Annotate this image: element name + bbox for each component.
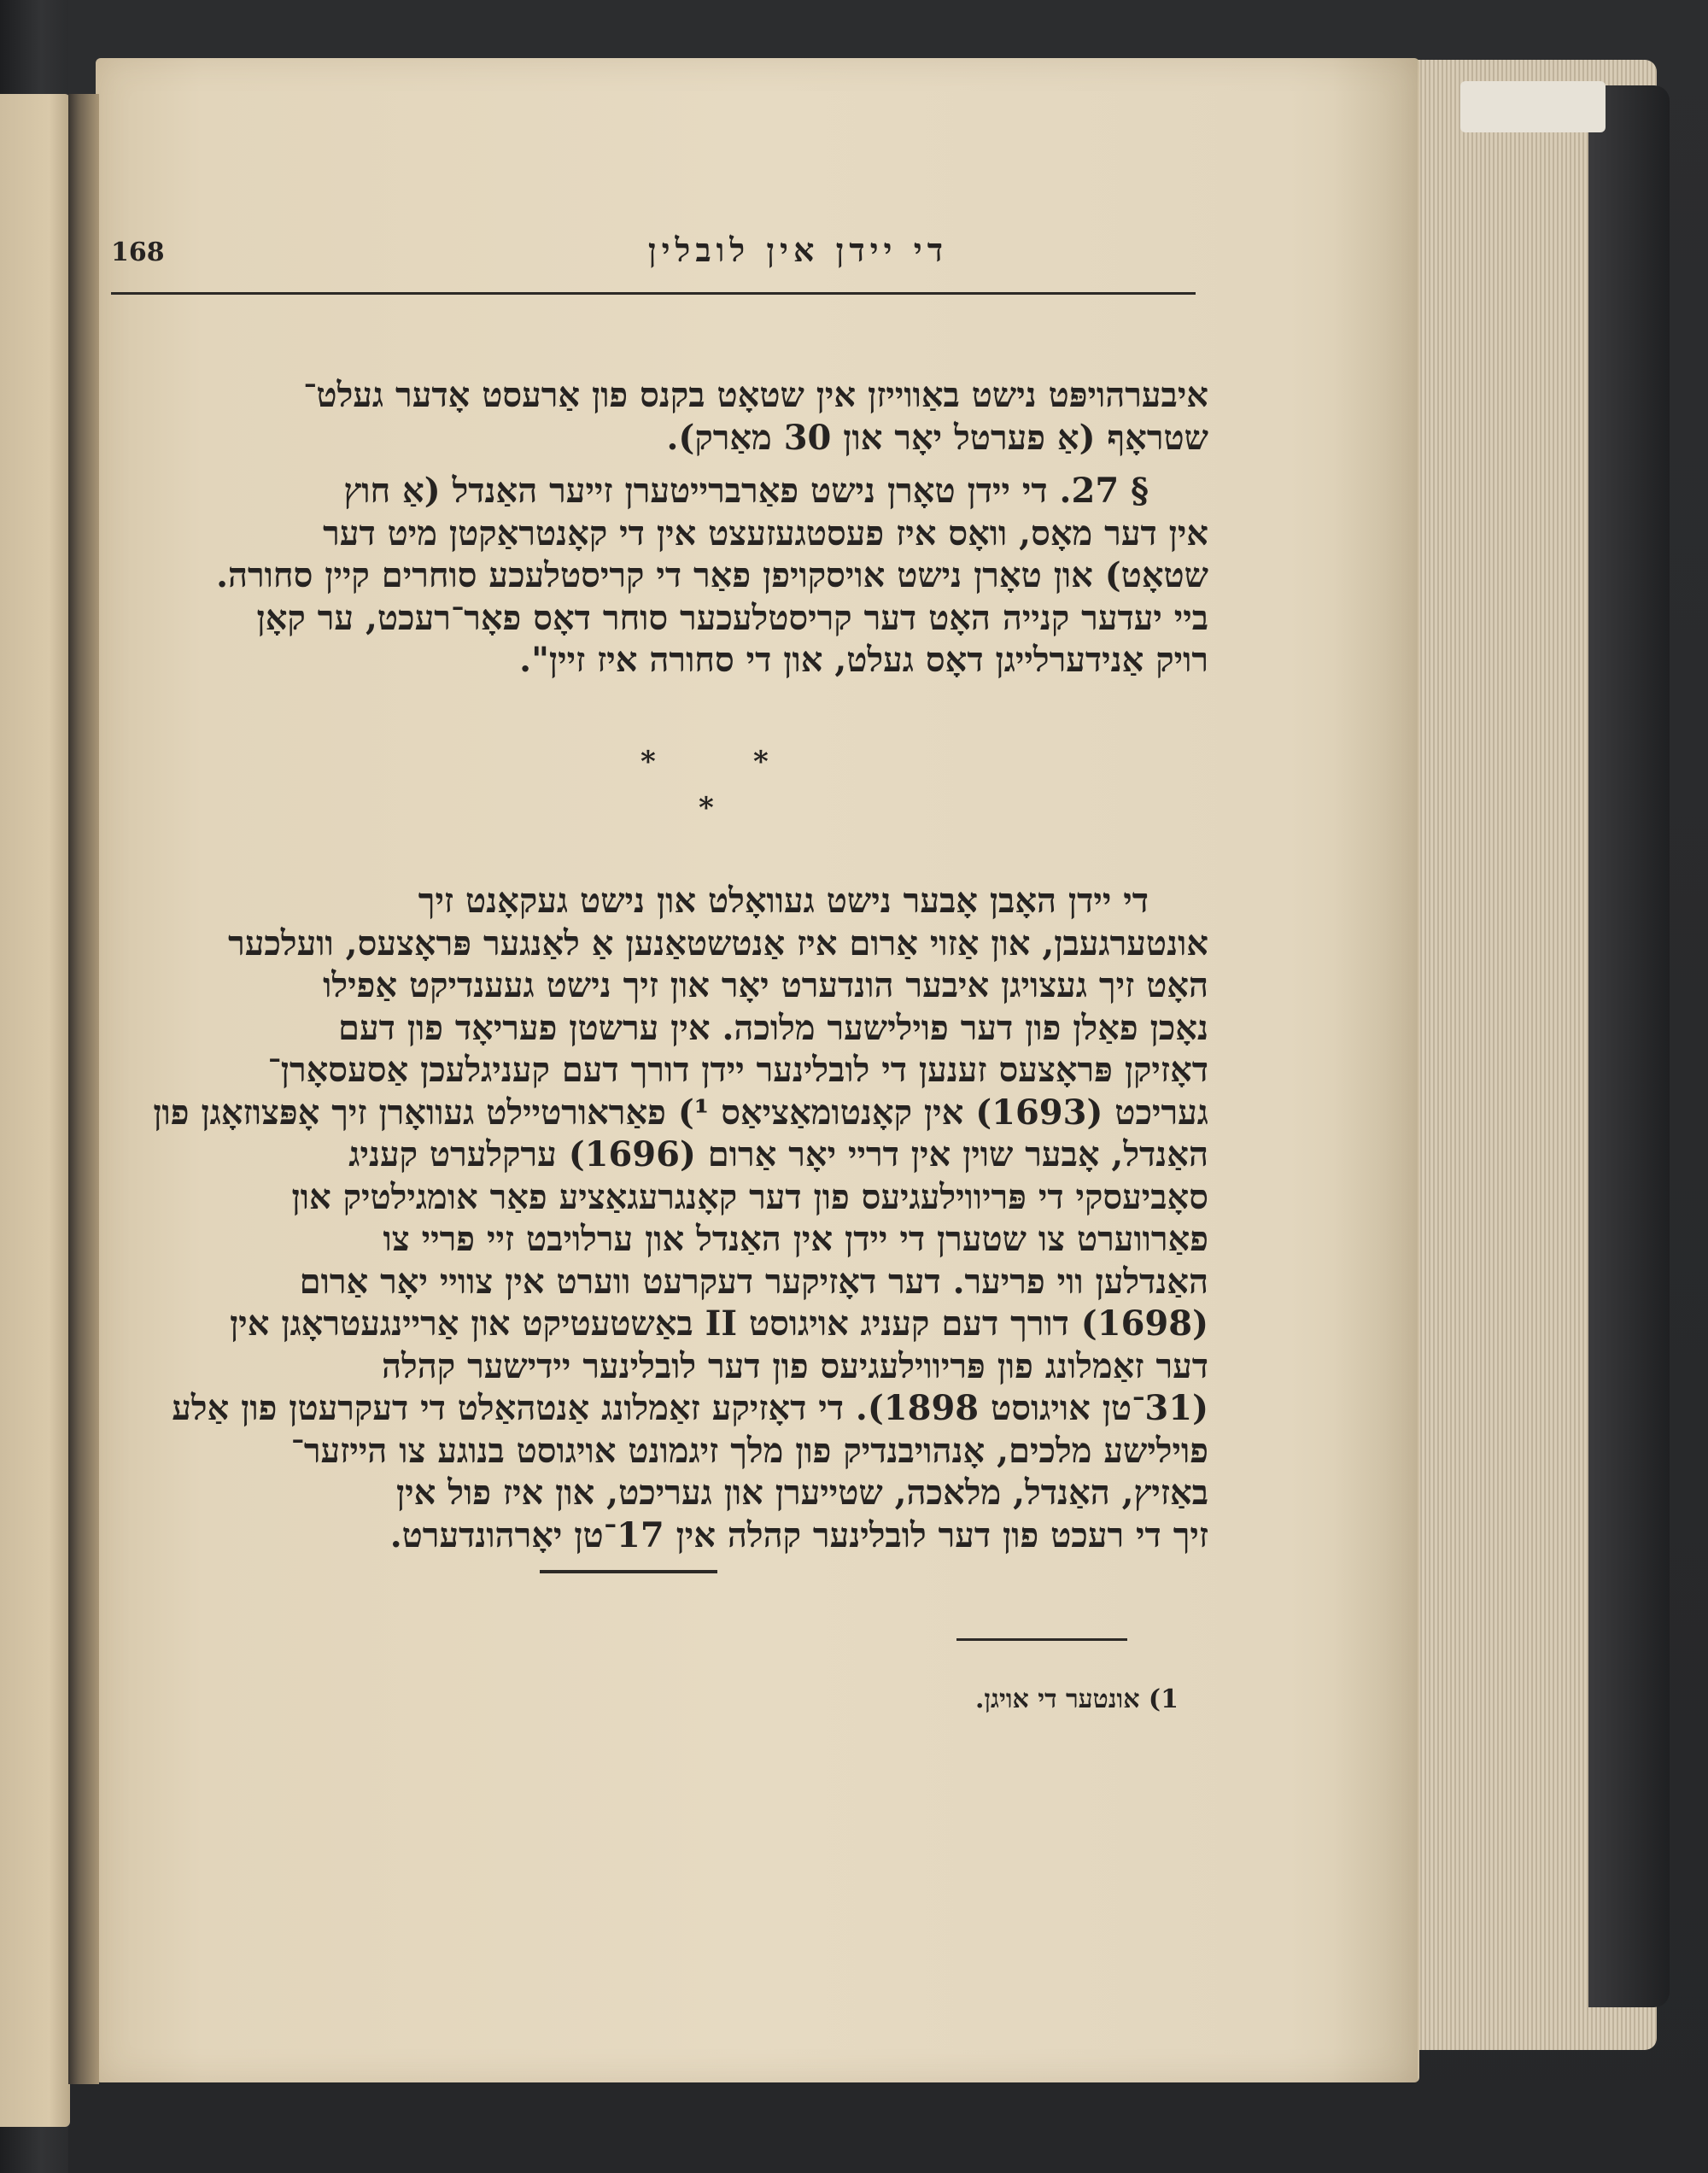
header-rule <box>111 292 1196 295</box>
asterisk: * <box>699 791 714 825</box>
paragraph-2 <box>107 470 1208 682</box>
text-line: רויק אַנידערלייגן דאָס געלט, און די סחורה איז זיין". <box>519 640 1208 680</box>
text-line: פוילישע מלכים, אָנהויבנדיק פון מלך זיגמונט אויגוסט בנוגע צו הייזער־ <box>290 1430 1208 1471</box>
text-line: געריכט (1693) אין קאָנטומאַציאַס ¹) פאַראורטיילט געוואָרן זיך אָפּצוזאָגן פון <box>153 1092 1208 1133</box>
text-line: באַזיץ, האַנדל, מלאכה, שטייערן און געריכט, און איז פול אין <box>395 1473 1208 1513</box>
book-gutter <box>68 94 99 2084</box>
text-line: (31־טן אויגוסט 1898). די דאָזיקע זאַמלונג אַנטהאַלט די דעקרעטן פון אַלע <box>172 1388 1208 1428</box>
asterisk: * <box>640 745 656 779</box>
text-line: איבערהויפּט נישט באַווייזן אין שטאָט בקנס פון אַרעסט אָדער געלט־ <box>303 375 1208 415</box>
text-line: האַנדל, אָבער שוין אין דריי יאָר אַרום (1696) ערקלערט קעניג <box>348 1134 1208 1174</box>
page-stack-top <box>1460 81 1606 132</box>
text-line: (1698) דורך דעם קעניג אויגוסט II באַשטעטיקט און אַריינגעטראָגן אין <box>230 1303 1208 1344</box>
asterisk: * <box>753 745 769 779</box>
section-end-rule <box>540 1570 717 1573</box>
paragraph-1 <box>107 374 1208 459</box>
page-number: 168 <box>111 237 165 267</box>
previous-page-edge <box>0 94 70 2127</box>
paragraph-3 <box>107 880 1208 1556</box>
text-line: פאַרווערט צו שטערן די יידן אין האַנדל און ערלויבט זיי פריי צו <box>383 1219 1208 1259</box>
text-line: שטאָט) און טאָרן נישט אויסקויפן פאַר די קריסטלעכע סוחרים קיין סחורה. <box>216 555 1208 595</box>
text-line: שטראָף (אַ פערטל יאָר און 30 מאַרק). <box>666 417 1208 458</box>
text-line: נאָכן פאַלן פון דער פוילישער מלוכה. אין ערשטן פעריאָד פון דעם <box>338 1007 1208 1048</box>
text-line: אין דער מאָס, וואָס איז פעסטגעזעצט אין די קאָנטראַקטן מיט דער <box>323 512 1208 554</box>
text-line: סאָביעסקי די פּריווילעגיעס פון דער קאָנגרעגאַציע פאַר אומגילטיק און <box>291 1176 1208 1217</box>
text-line: § 27. די יידן טאָרן נישט פאַרברייטערן זייער האַנדל (אַ חוץ <box>343 471 1149 511</box>
book-cover-edge <box>1588 85 1670 2007</box>
text-line: אונטערגעבן, און אַזוי אַרום איז אַנטשטאַנען אַ לאַנגער פּראָצעס, וועלכער <box>228 922 1208 964</box>
text-line: דאָזיקן פּראָצעס זענען די לובלינער יידן דורך דעם קעניגלעכן אַסעסאָרן־ <box>267 1050 1208 1090</box>
text-line: האַנדלען ווי פריער. דער דאָזיקער דעקרעט ווערט אין צוויי יאָר אַרום <box>299 1261 1208 1302</box>
text-line: דער זאַמלונג פון פּריווילעגיעס פון דער לובלינער יידישער קהלה <box>382 1345 1208 1386</box>
text-line: ביי יעדער קנייה האָט דער קריסטלעכער סוחר דאָס פאָר־רעכט, ער קאָן <box>256 597 1208 638</box>
running-title: די יידן אין לובלין <box>647 231 948 269</box>
text-line: זיך די רעכט פון דער לובלינער קהלה אין 17־טן יאָרהונדערט. <box>389 1514 1208 1555</box>
text-line: האָט זיך געצויגן איבער הונדערט יאָר און זיך נישט געענדיקט אַפילו <box>323 965 1208 1005</box>
text-line: די יידן האָבן אָבער נישט געוואָלט און נישט געקאָנט זיך <box>418 881 1149 921</box>
footnote: 1) אונטער די אויגן. <box>974 1684 1179 1714</box>
page-header <box>111 231 1196 299</box>
footnote-rule <box>956 1638 1127 1641</box>
